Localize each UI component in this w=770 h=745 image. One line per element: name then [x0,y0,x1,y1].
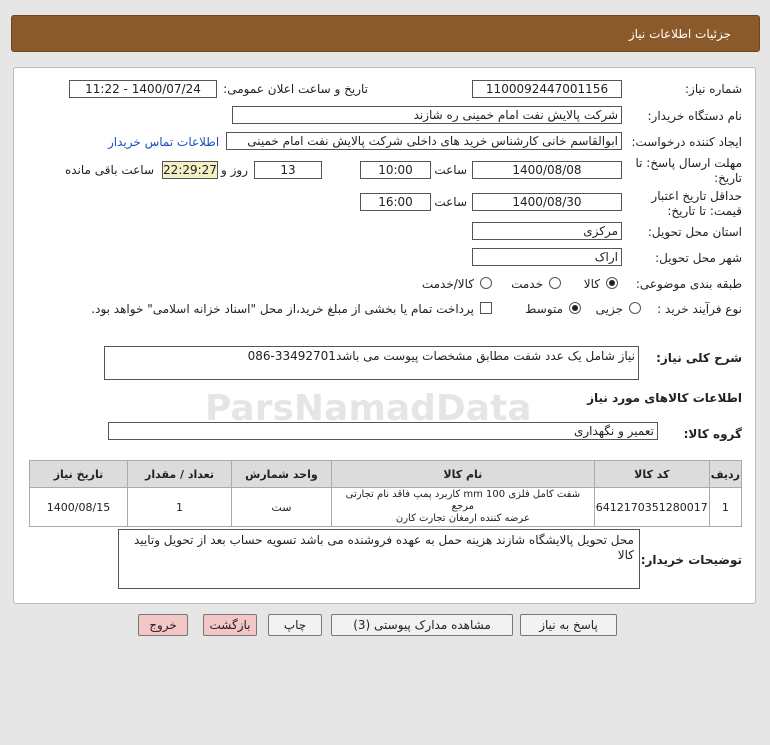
requester-label: ایجاد کننده درخواست: [631,135,742,149]
reply-button[interactable]: پاسخ به نیاز [520,614,617,636]
treasury-payment-note: پرداخت تمام یا بخشی از مبلغ خرید،از محل "اسناد خزانه اسلامی" خواهد بود. [91,302,474,316]
deadline-label-2: تاریخ: [714,171,742,185]
purchase-type-label: نوع فرآیند خرید : [657,302,742,316]
remaining-time-label: ساعت باقی مانده [64,163,154,177]
page-header [11,15,760,52]
category-option-goods-service: کالا/خدمت [421,277,474,291]
back-button[interactable]: بازگشت [203,614,257,636]
general-desc-field: نیاز شامل یک عدد شفت مطابق مشخصات پیوست می باشد33492701-086 [104,346,639,380]
exit-button[interactable]: خروج [138,614,188,636]
goods-table [29,460,742,527]
general-desc-label: شرح کلی نیاز: [656,351,742,365]
col-qty: تعداد / مقدار [128,461,232,488]
buyer-org-field: شرکت پالایش نفت امام خمینی ره شازند [232,106,622,124]
table-row [30,488,742,527]
need-number-label: شماره نیاز: [685,82,742,96]
deadline-time-label: ساعت [434,163,467,177]
province-label: استان محل تحویل: [647,225,742,239]
treasury-payment-checkbox[interactable] [480,302,492,314]
col-code: کد کالا [594,461,709,488]
goods-group-label: گروه کالا: [683,427,742,441]
validity-date-field: 1400/08/30 [472,193,622,211]
print-button[interactable]: چاپ [268,614,322,636]
col-unit: واحد شمارش [231,461,331,488]
attachments-button[interactable]: مشاهده مدارک پیوستی (3) [331,614,513,636]
validity-time-field: 16:00 [360,193,431,211]
col-row: ردیف [709,461,741,488]
purchase-radio-minor[interactable] [629,302,641,314]
validity-time-label: ساعت [434,195,467,209]
goods-section-title: اطلاعات کالاهای مورد نیاز [587,391,742,405]
announce-datetime-label: تاریخ و ساعت اعلان عمومی: [223,82,368,96]
buyer-notes-label: توضیحات خریدار: [640,553,742,567]
col-name: نام کالا [331,461,594,488]
deadline-days-field: 13 [254,161,322,179]
validity-label-2: قیمت: تا تاریخ: [667,204,742,218]
deadline-time-field: 10:00 [360,161,431,179]
announce-datetime-field: 1400/07/24 - 11:22 [69,80,217,98]
purchase-radio-medium[interactable] [569,302,581,314]
requester-field: ابوالقاسم خانی کارشناس خرید های داخلی شرکت پالایش نفت امام خمینی [226,132,622,150]
purchase-option-medium: متوسط [525,302,563,316]
cell-qty: 1 [128,488,232,527]
city-label: شهر محل تحویل: [655,251,742,265]
deadline-date-field: 1400/08/08 [472,161,622,179]
category-label: طبقه بندی موضوعی: [635,277,742,291]
category-option-goods: کالا [583,277,600,291]
deadline-days-label: روز و [221,163,248,177]
cell-name-line1: شفت کامل فلزی mm 100 کاربرد پمپ فاقد نام تجارتی مرجع [345,489,581,512]
goods-table-header [30,461,742,488]
city-field: اراک [472,248,622,266]
buyer-contact-link[interactable]: اطلاعات تماس خریدار [108,135,220,149]
category-radio-goods-service[interactable] [480,277,492,289]
category-radio-goods[interactable] [606,277,618,289]
province-field: مرکزی [472,222,622,240]
goods-group-field: تعمیر و نگهداری [108,422,658,440]
cell-name-line2: عرضه کننده ارمغان تجارت کارن [395,513,530,524]
need-number-field: 1100092447001156 [472,80,622,98]
cell-name [331,488,594,527]
cell-date: 1400/08/15 [30,488,128,527]
col-date: تاریخ نیاز [30,461,128,488]
cell-unit: ست [231,488,331,527]
purchase-option-minor: جزیی [595,302,623,316]
category-option-service: خدمت [511,277,543,291]
buyer-org-label: نام دستگاه خریدار: [647,109,742,123]
remaining-time-field: 22:29:27 [163,163,217,177]
validity-label: حداقل تاریخ اعتبار [651,189,742,203]
deadline-label: مهلت ارسال پاسخ: تا [635,156,742,170]
buyer-notes-field: محل تحویل پالایشگاه شازند هزینه حمل به عهده فروشنده می باشد تسویه حساب بعد از تحویل وتایید کالا [118,529,640,589]
cell-code: 6412170351280017 [594,488,709,527]
cell-row: 1 [709,488,741,527]
category-radio-service[interactable] [549,277,561,289]
page-title: جزئیات اطلاعات نیاز [628,27,731,41]
